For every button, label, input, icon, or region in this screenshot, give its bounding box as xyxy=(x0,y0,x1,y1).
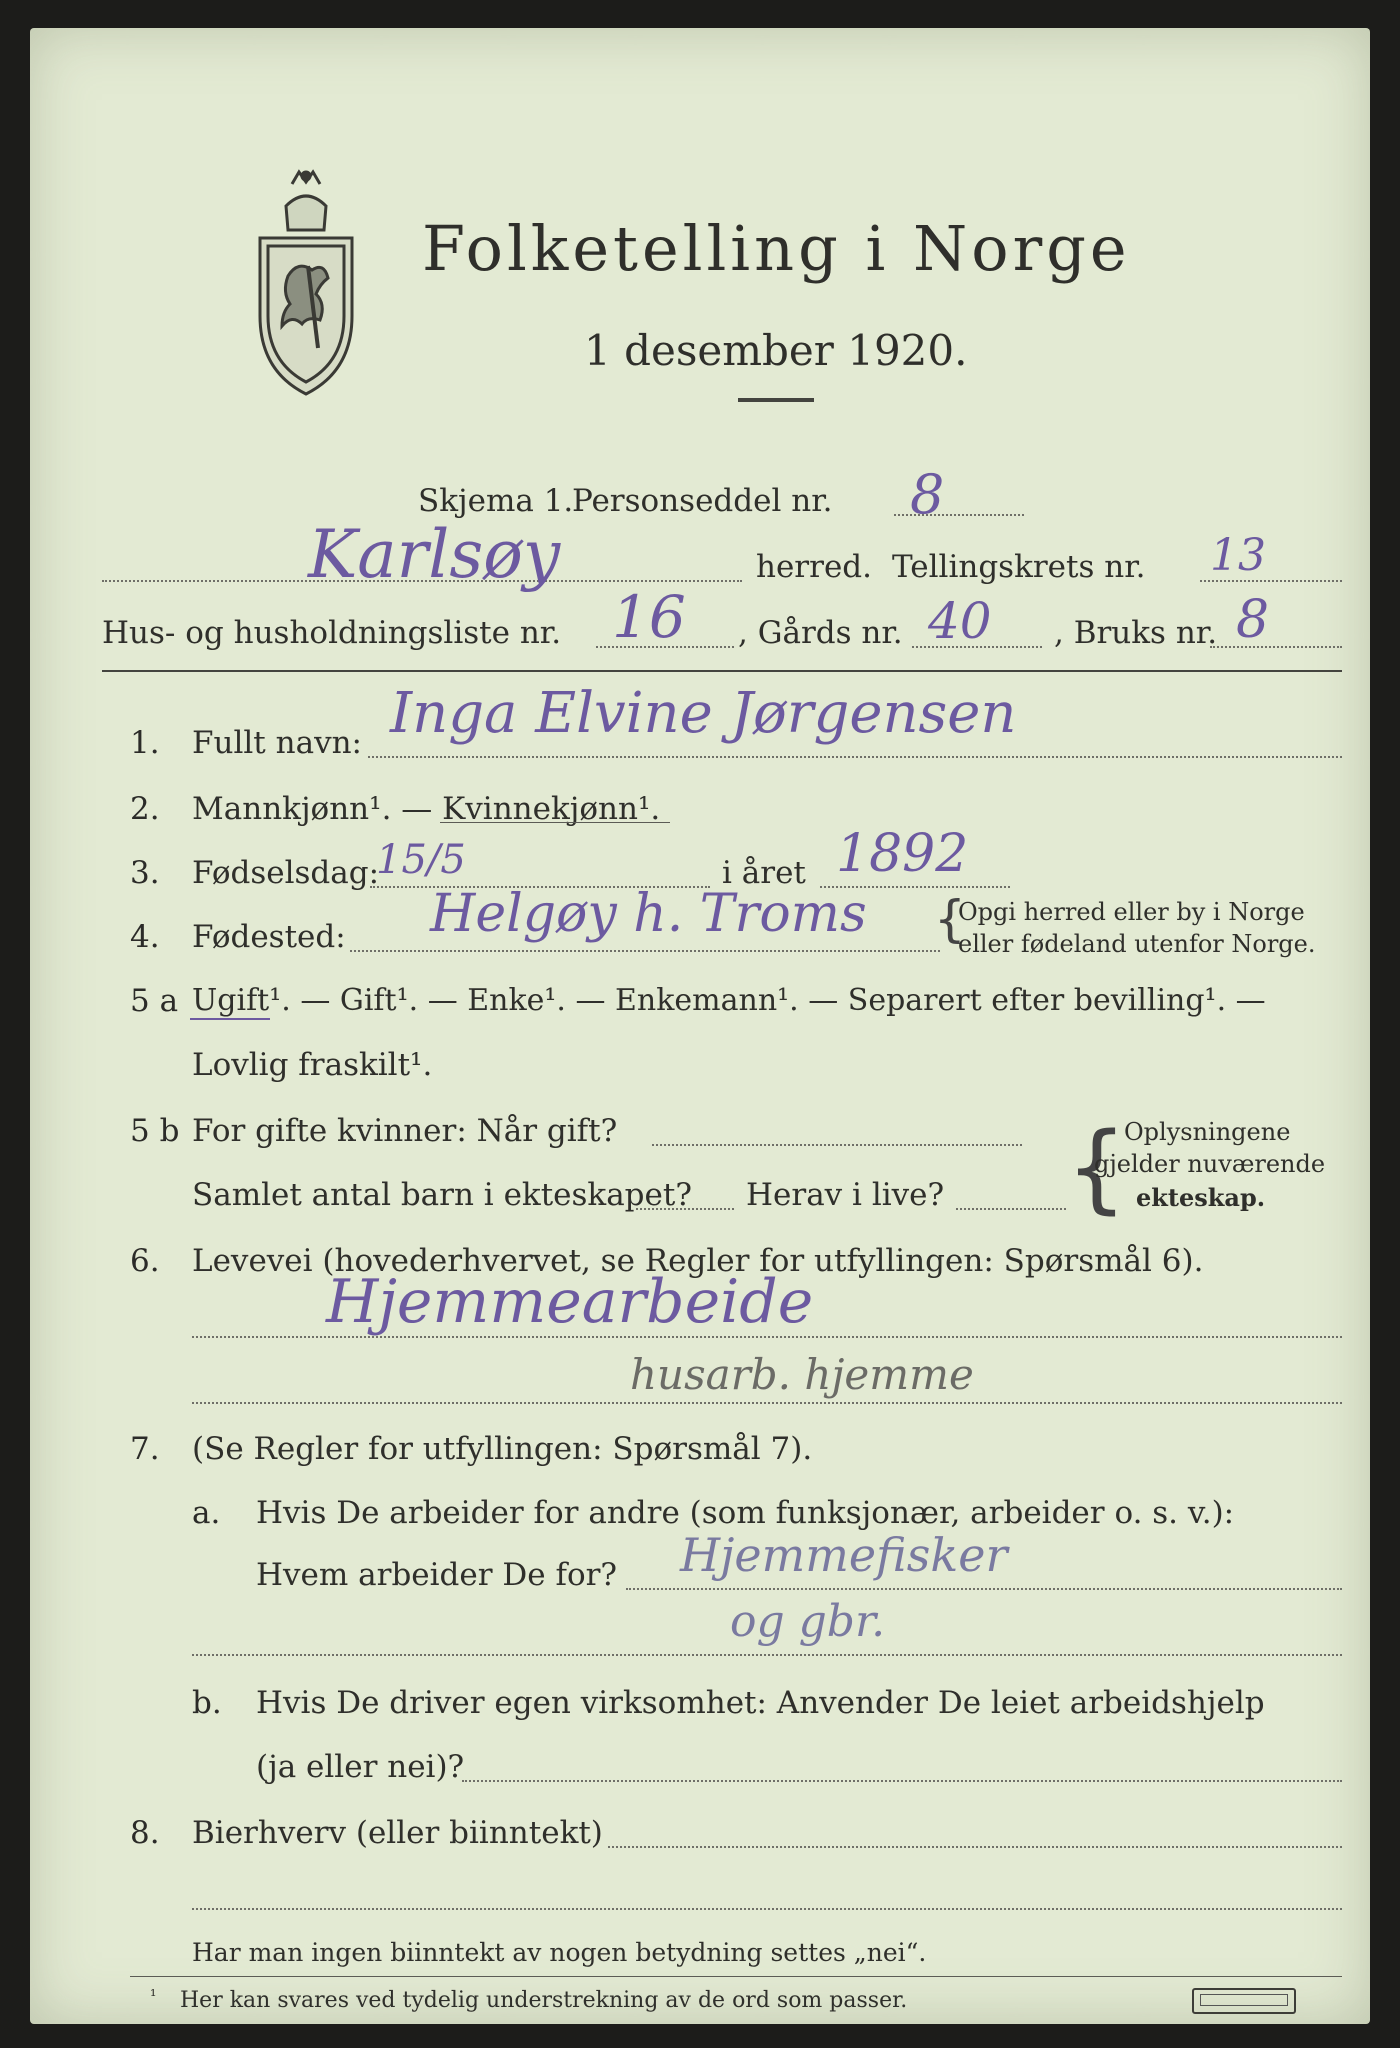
q3-year-label: i året xyxy=(722,855,806,891)
q3-year-value: 1892 xyxy=(836,824,969,884)
q5b-married-line xyxy=(652,1144,1022,1146)
q4-label: Fødested: xyxy=(192,919,346,955)
q5b-alive-line xyxy=(956,1208,1066,1210)
footnote-mark: ¹ xyxy=(150,1986,157,2005)
herred-value: Karlsøy xyxy=(308,516,561,593)
bruks-label: , Bruks nr. xyxy=(1054,615,1218,651)
q6-value-2: husarb. hjemme xyxy=(630,1350,974,1399)
q5b-note-3: ekteskap. xyxy=(1136,1183,1266,1212)
q2-number: 2. xyxy=(130,791,160,827)
q4-value: Helgøy h. Troms xyxy=(430,884,867,944)
q4-note-1: Opgi herred eller by i Norge xyxy=(958,898,1305,926)
q1-line xyxy=(368,756,1342,758)
q8-line-2 xyxy=(192,1908,1342,1910)
q7b-letter: b. xyxy=(192,1685,222,1721)
q5a-options: Ugift¹. — Gift¹. — Enke¹. — Enkemann¹. — Separert efter bevilling¹. — xyxy=(192,983,1266,1018)
tellingskrets-value: 13 xyxy=(1210,530,1266,581)
husliste-label: Hus- og husholdningsliste nr. xyxy=(102,615,562,651)
bruks-line xyxy=(1210,646,1342,648)
q5b-note-1: Oplysningene xyxy=(1124,1118,1291,1146)
herred-label: herred. xyxy=(756,549,872,585)
q6-value-1: Hjemmearbeide xyxy=(326,1267,814,1337)
printer-stamp xyxy=(1192,1988,1296,2014)
q5a-ugift-underline xyxy=(190,1018,270,1020)
q7-label: (Se Regler for utfyllingen: Spørsmål 7). xyxy=(192,1431,813,1467)
q7b-line2: (ja eller nei)? xyxy=(256,1749,465,1785)
q1-value: Inga Elvine Jørgensen xyxy=(390,681,1017,746)
q5b-number: 5 b xyxy=(130,1113,180,1149)
q5b-note-brace: { xyxy=(1066,1112,1128,1224)
tellingskrets-label: Tellingskrets nr. xyxy=(892,549,1146,585)
q5b-children-line xyxy=(636,1208,734,1210)
gards-label: , Gårds nr. xyxy=(738,615,903,651)
skjema-label: Skjema 1. xyxy=(418,483,574,519)
q7a-line-1 xyxy=(626,1588,1342,1590)
q1-label: Fullt navn: xyxy=(192,725,362,761)
q8-number: 8. xyxy=(130,1815,160,1851)
q6-label: Levevei (hovederhvervet, se Regler for utfyllingen: Spørsmål 6). xyxy=(192,1243,1204,1279)
header-rule xyxy=(102,670,1342,672)
q4-note-2: eller fødeland utenfor Norge. xyxy=(958,930,1316,958)
q7a-value-1: Hjemmefisker xyxy=(680,1528,1008,1582)
q7b-line1: Hvis De driver egen virksomhet: Anvender De leiet arbeidshjelp xyxy=(256,1685,1265,1721)
q5b-married-label: For gifte kvinner: Når gift? xyxy=(192,1113,618,1149)
q6-line-2 xyxy=(192,1402,1342,1404)
footer-note: Har man ingen biinntekt av nogen betydning settes „nei“. xyxy=(192,1938,927,1967)
q3-day-value: 15/5 xyxy=(376,837,466,883)
norwegian-coat-of-arms-icon xyxy=(252,166,360,398)
q2-underline xyxy=(440,822,670,823)
q5a-options-line2: Lovlig fraskilt¹. xyxy=(192,1047,433,1083)
q8-label: Bierhverv (eller biinntekt) xyxy=(192,1815,603,1851)
q2-label: Mannkjønn¹. — Kvinnekjønn¹. xyxy=(192,791,661,827)
census-date: 1 desember 1920. xyxy=(584,326,968,375)
title-divider xyxy=(738,398,814,402)
q5b-children-label: Samlet antal barn i ekteskapet? xyxy=(192,1177,692,1213)
q5b-note-2: gjelder nuværende xyxy=(1094,1150,1326,1178)
bruks-value: 8 xyxy=(1236,590,1270,650)
q5b-alive-label: Herav i live? xyxy=(746,1177,945,1213)
q7a-line1: Hvis De arbeider for andre (som funksjonær, arbeider o. s. v.): xyxy=(256,1495,1235,1531)
q7a-value-2: og gbr. xyxy=(730,1596,886,1647)
q4-line xyxy=(350,950,940,952)
footnote-rule xyxy=(130,1976,1342,1977)
personseddel-value: 8 xyxy=(910,463,945,526)
q8-line-1 xyxy=(608,1846,1342,1848)
q4-number: 4. xyxy=(130,919,160,955)
q7b-line xyxy=(462,1780,1342,1782)
q6-number: 6. xyxy=(130,1243,160,1279)
q1-number: 1. xyxy=(130,725,160,761)
census-form-page xyxy=(30,28,1370,2024)
footnote-text: Her kan svares ved tydelig understrekning av de ord som passer. xyxy=(180,1988,908,2013)
q4-note-brace: { xyxy=(934,890,966,948)
gards-value: 40 xyxy=(928,592,992,650)
form-title: Folketelling i Norge xyxy=(422,212,1131,285)
personseddel-label: Personseddel nr. xyxy=(572,483,833,519)
husliste-value: 16 xyxy=(612,583,686,651)
q7a-line2: Hvem arbeider De for? xyxy=(256,1557,618,1593)
q7-number: 7. xyxy=(130,1431,160,1467)
q3-label: Fødselsdag: xyxy=(192,855,380,891)
q5a-number: 5 a xyxy=(130,983,179,1019)
q3-number: 3. xyxy=(130,855,160,891)
q7a-line-2 xyxy=(192,1654,1342,1656)
q7a-letter: a. xyxy=(192,1495,221,1531)
